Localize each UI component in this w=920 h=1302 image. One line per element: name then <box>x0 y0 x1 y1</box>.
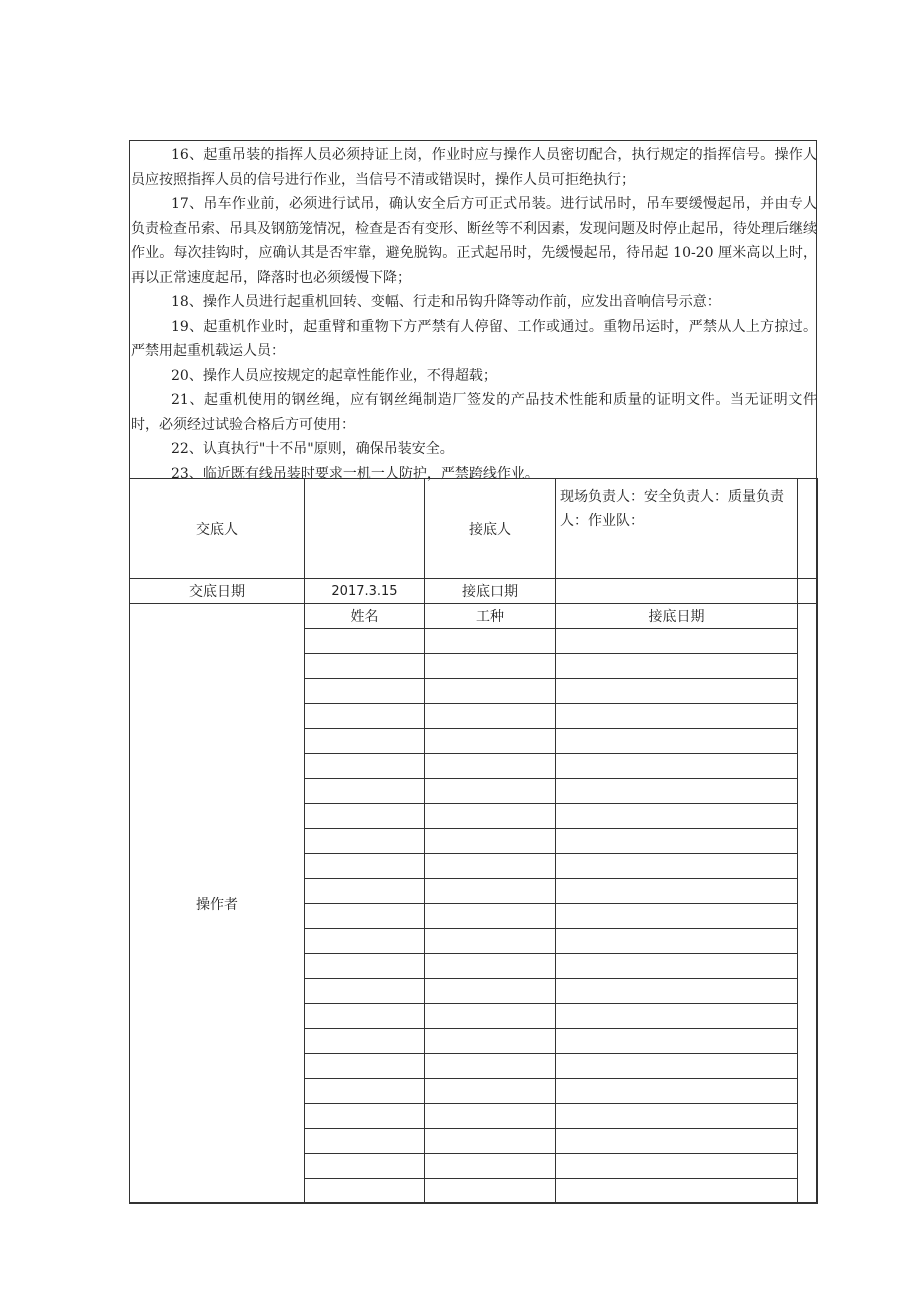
trade-cell[interactable] <box>425 729 556 754</box>
safety-rules <box>131 143 817 486</box>
name-cell[interactable] <box>305 1079 425 1104</box>
rule-18: 18、操作人员进行起重机回转、变幅、行走和吊钩升降等动作前，应发出音响信号示意： <box>171 294 721 310</box>
trade-cell[interactable] <box>425 629 556 654</box>
trade-cell[interactable] <box>425 754 556 779</box>
date-cell[interactable] <box>556 1129 798 1154</box>
discloser-value[interactable] <box>305 479 425 579</box>
name-cell[interactable] <box>305 704 425 729</box>
handover-table <box>129 478 818 1204</box>
trade-cell[interactable] <box>425 1129 556 1154</box>
signature-row <box>130 479 818 579</box>
trade-cell[interactable] <box>425 1154 556 1179</box>
trade-cell[interactable] <box>425 929 556 954</box>
trade-cell[interactable] <box>425 879 556 904</box>
date-cell[interactable] <box>556 854 798 879</box>
date-cell[interactable] <box>556 679 798 704</box>
rule-23: 23、临近既有线吊装时要求一机一人防护，严禁跨线作业。 <box>171 465 539 482</box>
row-filler <box>798 479 818 579</box>
name-cell[interactable] <box>305 829 425 854</box>
date-cell[interactable] <box>556 929 798 954</box>
disclosure-date-value: 2017.3.15 <box>305 579 425 604</box>
trade-cell[interactable] <box>425 829 556 854</box>
operator-header-row <box>130 604 818 629</box>
date-cell[interactable] <box>556 629 798 654</box>
date-cell[interactable] <box>556 1179 798 1204</box>
name-cell[interactable] <box>305 929 425 954</box>
signature-note: 现场负责人：安全负责人：质量负责人：作业队： <box>556 479 798 579</box>
column-filler <box>798 604 818 1204</box>
date-cell[interactable] <box>556 729 798 754</box>
date-cell[interactable] <box>556 704 798 729</box>
name-cell[interactable] <box>305 854 425 879</box>
trade-cell[interactable] <box>425 1054 556 1079</box>
trade-cell[interactable] <box>425 979 556 1004</box>
name-cell[interactable] <box>305 1129 425 1154</box>
trade-cell[interactable] <box>425 1029 556 1054</box>
trade-cell[interactable] <box>425 654 556 679</box>
date-cell[interactable] <box>556 1004 798 1029</box>
col-name-header: 姓名 <box>305 604 425 629</box>
date-cell[interactable] <box>556 904 798 929</box>
date-cell[interactable] <box>556 1079 798 1104</box>
col-date-header: 接底日期 <box>556 604 798 629</box>
trade-cell[interactable] <box>425 854 556 879</box>
name-cell[interactable] <box>305 904 425 929</box>
rule-20: 20、操作人员应按规定的起章性能作业，不得超载； <box>171 367 497 384</box>
trade-cell[interactable] <box>425 1104 556 1129</box>
date-cell[interactable] <box>556 829 798 854</box>
date-cell[interactable] <box>556 1029 798 1054</box>
trade-cell[interactable] <box>425 679 556 704</box>
name-cell[interactable] <box>305 804 425 829</box>
name-cell[interactable] <box>305 729 425 754</box>
date-cell[interactable] <box>556 804 798 829</box>
name-cell[interactable] <box>305 1154 425 1179</box>
name-cell[interactable] <box>305 1104 425 1129</box>
name-cell[interactable] <box>305 779 425 804</box>
name-cell[interactable] <box>305 754 425 779</box>
discloser-label: 交底人 <box>130 479 305 579</box>
date-cell[interactable] <box>556 754 798 779</box>
date-cell[interactable] <box>556 1104 798 1129</box>
name-cell[interactable] <box>305 629 425 654</box>
receive-date-label: 接底口期 <box>425 579 556 604</box>
trade-cell[interactable] <box>425 1179 556 1204</box>
rule-21: 21、起重机使用的钢丝绳，应有钢丝绳制造厂签发的产品技术性能和质量的证明文件。当无证明文件时，必须经过试验合格后方可使用： <box>131 392 817 433</box>
row-filler <box>798 579 818 604</box>
operator-label: 操作者 <box>130 604 305 1204</box>
trade-cell[interactable] <box>425 954 556 979</box>
date-cell[interactable] <box>556 654 798 679</box>
date-cell[interactable] <box>556 1054 798 1079</box>
date-row <box>130 579 818 604</box>
name-cell[interactable] <box>305 1029 425 1054</box>
receive-date-value[interactable] <box>556 579 798 604</box>
date-cell[interactable] <box>556 1154 798 1179</box>
name-cell[interactable] <box>305 654 425 679</box>
date-cell[interactable] <box>556 954 798 979</box>
rule-16: 16、起重吊装的指挥人员必须持证上岗，作业时应与操作人员密切配合，执行规定的指挥信号。操作人员应按照指挥人员的信号进行作业，当信号不清或错误时，操作人员可拒绝执行； <box>131 147 817 188</box>
receiver-label: 接底人 <box>425 479 556 579</box>
rule-17: 17、吊车作业前，必须进行试吊，确认安全后方可正式吊装。进行试吊时，吊车要缓慢起吊，并由专人负责检查吊索、吊具及钢筋笼情况，检查是否有变形、断丝等不利因素，发现问题及时停止起吊，待处理后继续作业。每次挂钩时，应确认其是否牢靠，避免脱钩。正式起吊时，先缓慢起吊，待吊起 10-20 厘米高以上时，再以正常速度起吊，降落时也必须缓慢下降； <box>131 196 817 286</box>
date-cell[interactable] <box>556 879 798 904</box>
date-cell[interactable] <box>556 979 798 1004</box>
name-cell[interactable] <box>305 1179 425 1204</box>
name-cell[interactable] <box>305 954 425 979</box>
name-cell[interactable] <box>305 879 425 904</box>
name-cell[interactable] <box>305 979 425 1004</box>
rule-22: 22、认真执行"十不吊"原则，确保吊装安全。 <box>171 441 454 457</box>
disclosure-date-label: 交底日期 <box>130 579 305 604</box>
col-trade-header: 工种 <box>425 604 556 629</box>
trade-cell[interactable] <box>425 804 556 829</box>
trade-cell[interactable] <box>425 1079 556 1104</box>
name-cell[interactable] <box>305 1004 425 1029</box>
trade-cell[interactable] <box>425 904 556 929</box>
rule-19: 19、起重机作业时，起重臂和重物下方严禁有人停留、工作或通过。重物吊运时，严禁从人上方掠过。严禁用起重机载运人员： <box>131 318 817 359</box>
name-cell[interactable] <box>305 679 425 704</box>
trade-cell[interactable] <box>425 1004 556 1029</box>
trade-cell[interactable] <box>425 704 556 729</box>
name-cell[interactable] <box>305 1054 425 1079</box>
trade-cell[interactable] <box>425 779 556 804</box>
date-cell[interactable] <box>556 779 798 804</box>
